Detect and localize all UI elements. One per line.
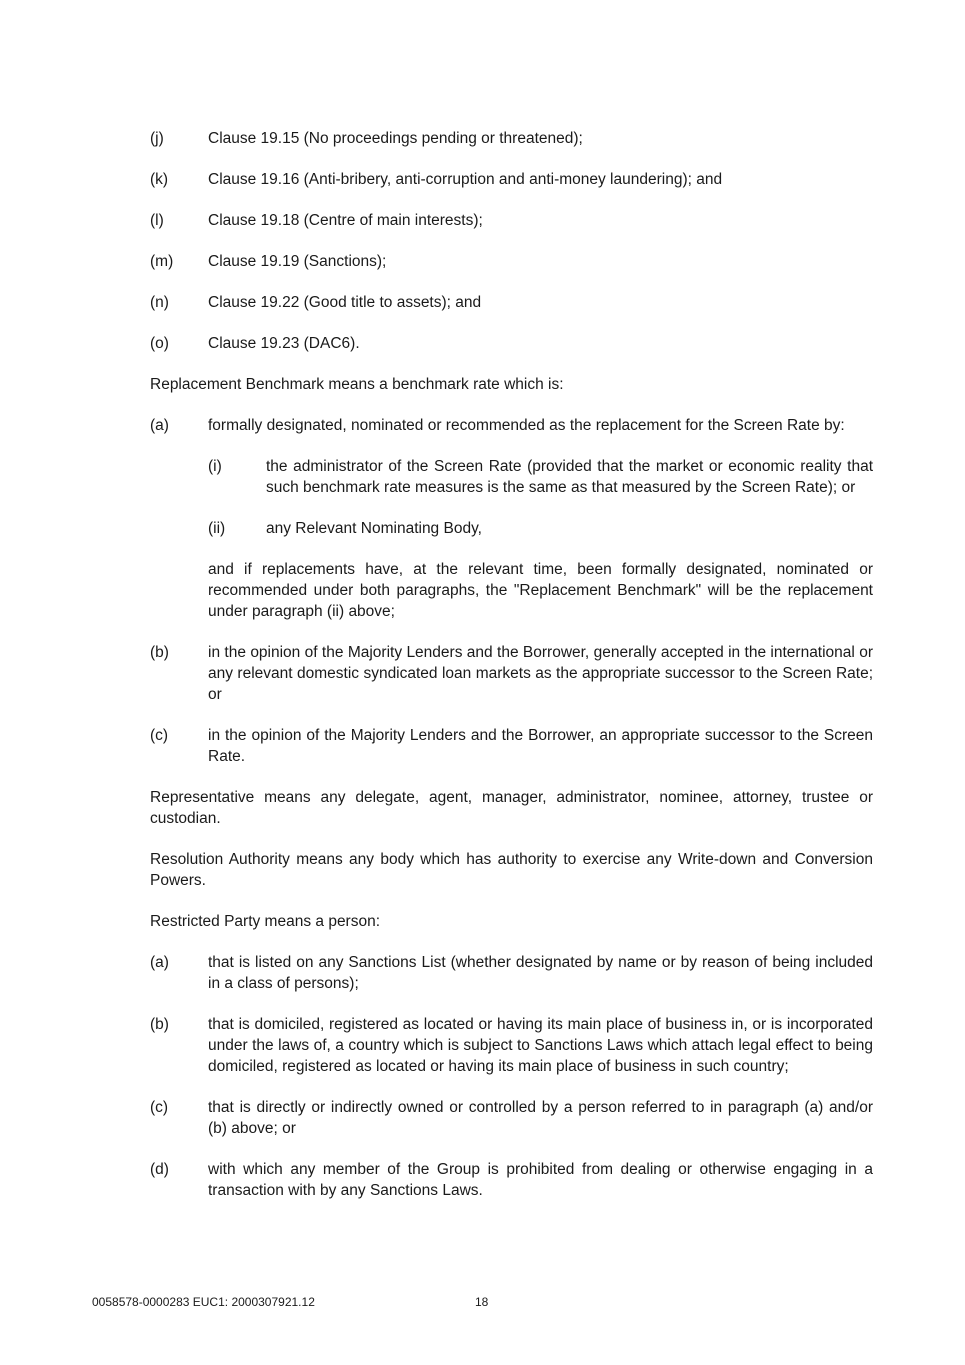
list-item-number: (j) [150, 130, 164, 147]
list-item-text: Clause 19.18 (Centre of main interests); [208, 212, 483, 229]
list-item-number: (d) [150, 1161, 169, 1178]
list-item [150, 169, 873, 190]
list-item-number: (m) [150, 253, 174, 270]
sub-list-item-text: the administrator of the Screen Rate (provided that the market or economic reality that such benchmark rate measures is the same as that measured by the Screen Rate); or [266, 458, 873, 496]
list-item-text: Clause 19.22 (Good title to assets); and [208, 294, 482, 311]
list-item-text: Clause 19.19 (Sanctions); [208, 253, 387, 270]
sub-list-item [208, 456, 873, 498]
replacement-benchmark-definition: Replacement Benchmark means a benchmark rate which is: [150, 376, 564, 393]
list-item-number: (b) [150, 1016, 169, 1033]
sub-list-item-number: (ii) [208, 520, 226, 537]
list-item-text: Clause 19.16 (Anti-bribery, anti-corruption and anti-money laundering); and [208, 171, 723, 188]
list-item-text: in the opinion of the Majority Lenders and the Borrower, generally accepted in the international or any relevant domestic syndicated loan markets as the appropriate successor to the Screen Rate; or [208, 644, 873, 703]
list-item [150, 1097, 873, 1139]
list-item [150, 415, 873, 436]
representative-definition: Representative means any delegate, agent, manager, administrator, nominee, attorney, trustee or custodian. [150, 789, 873, 827]
list-item-text: with which any member of the Group is prohibited from dealing or otherwise engaging in a transaction with by any Sanctions Laws. [208, 1161, 873, 1199]
list-item [150, 128, 873, 149]
document-reference: 0058578-0000283 EUC1: 2000307921.12 [92, 1295, 315, 1309]
list-item-text: in the opinion of the Majority Lenders and the Borrower, an appropriate successor to the Screen Rate. [208, 727, 873, 765]
list-item [150, 1014, 873, 1077]
list-item-number: (a) [150, 954, 169, 971]
list-item-number: (l) [150, 212, 164, 229]
list-item-number: (a) [150, 417, 169, 434]
list-item-text: that is listed on any Sanctions List (whether designated by name or by reason of being included in a class of persons); [208, 954, 873, 992]
list-item-number: (o) [150, 335, 169, 352]
sub-list-item-number: (i) [208, 458, 222, 475]
replacement-benchmark-tail: and if replacements have, at the relevant time, been formally designated, nominated or recommended under both paragraphs, the "Replacement Benchmark" will be the replacement under paragraph (ii) above; [208, 561, 873, 620]
sub-list-item [208, 518, 873, 539]
list-item-text: Clause 19.15 (No proceedings pending or threatened); [208, 130, 583, 147]
list-item-number: (c) [150, 727, 169, 744]
list-item [150, 210, 873, 231]
list-item-text: that is domiciled, registered as located or having its main place of business in, or is incorporated under the laws of, a country which is subject to Sanctions Laws which attach legal effect to being domiciled, registered as located or having its main place of business in such country; [208, 1016, 873, 1075]
list-item-number: (b) [150, 644, 169, 661]
list-item-number: (c) [150, 1099, 169, 1116]
list-item-number: (n) [150, 294, 169, 311]
list-item [150, 642, 873, 705]
sub-list-item-text: any Relevant Nominating Body, [266, 520, 482, 537]
list-item [150, 1159, 873, 1201]
list-item-text: that is directly or indirectly owned or controlled by a person referred to in paragraph (a) and/or (b) above; or [208, 1099, 873, 1137]
list-item [150, 725, 873, 767]
list-item-text: Clause 19.23 (DAC6). [208, 335, 360, 352]
list-item [150, 251, 873, 272]
list-item-number: (k) [150, 171, 169, 188]
document-body [150, 128, 873, 1221]
list-item [150, 333, 873, 354]
list-item-text: formally designated, nominated or recommended as the replacement for the Screen Rate by: [208, 417, 845, 434]
page-number: 18 [475, 1295, 489, 1309]
resolution-authority-definition: Resolution Authority means any body which has authority to exercise any Write-down and Conversion Powers. [150, 851, 873, 889]
list-item [150, 292, 873, 313]
restricted-party-definition: Restricted Party means a person: [150, 913, 381, 930]
list-item [150, 952, 873, 994]
